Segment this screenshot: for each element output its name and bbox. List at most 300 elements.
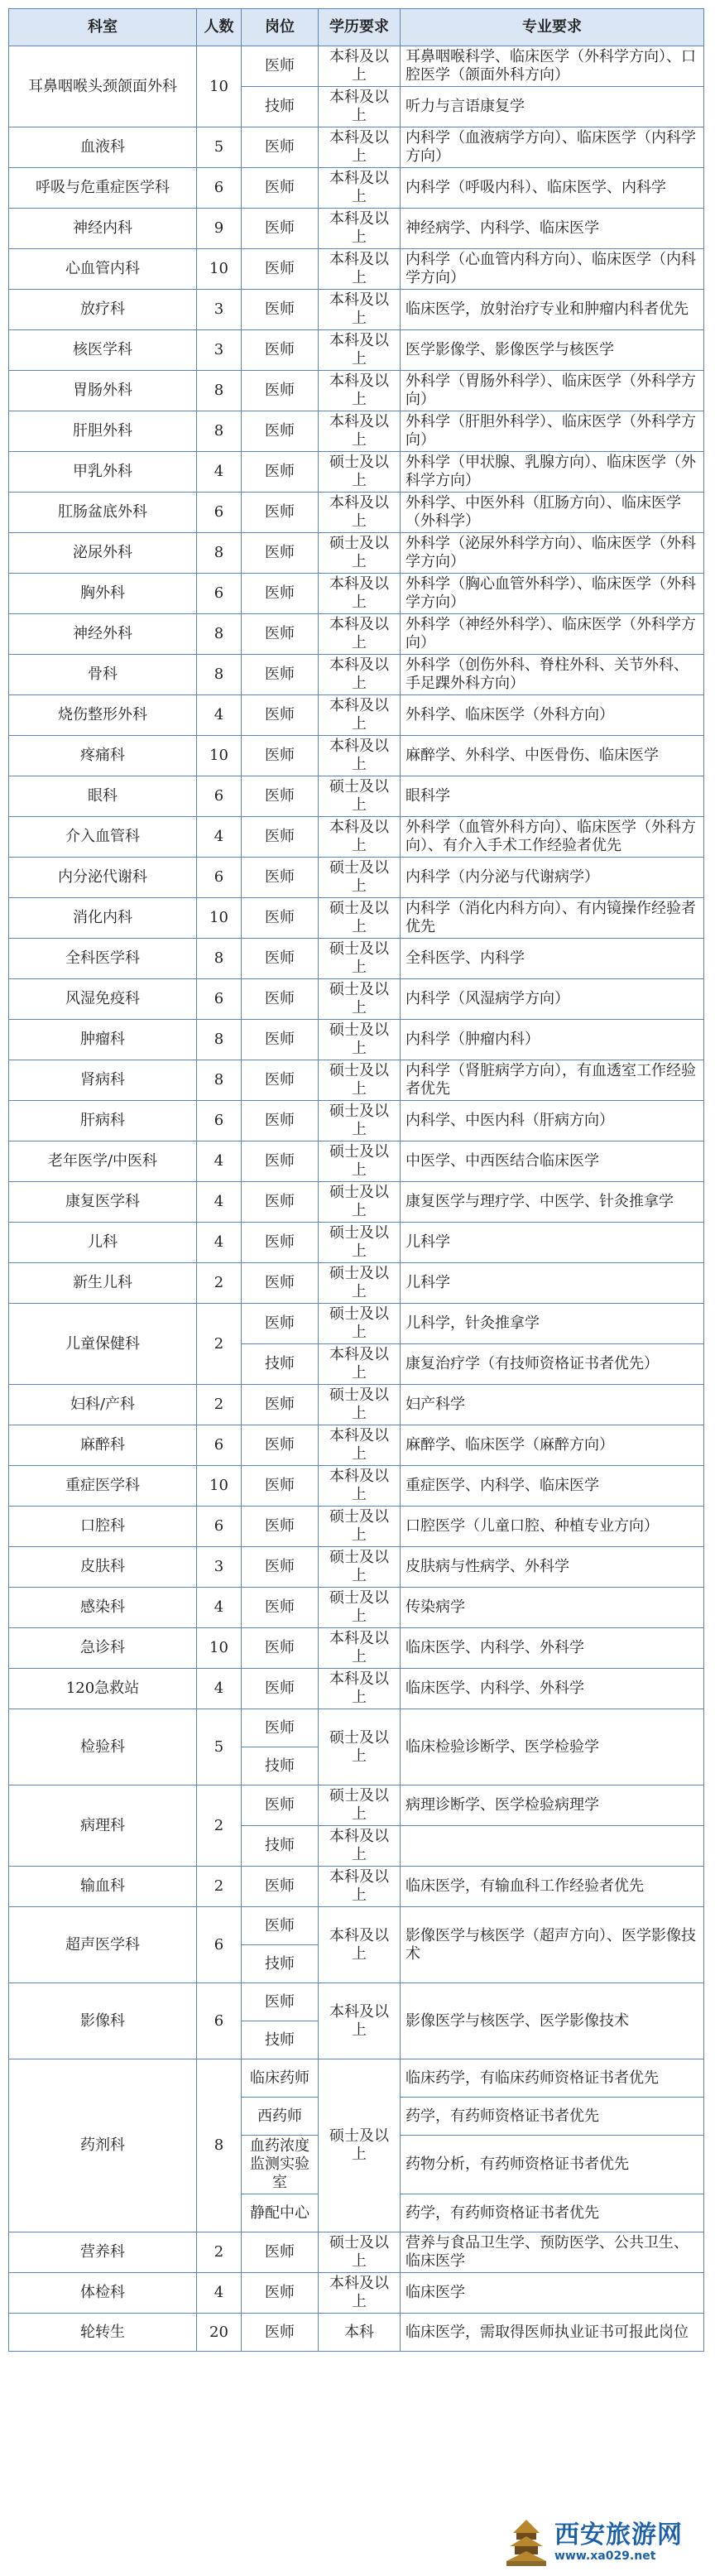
major-cell: 医学影像学、影像医学与核医学 — [401, 330, 704, 371]
count-cell: 4 — [197, 817, 242, 858]
education-cell: 本科及以上 — [319, 1628, 401, 1669]
post-cell: 技师 — [242, 1747, 319, 1785]
education-cell: 本科及以上 — [319, 1983, 401, 2059]
major-cell: 重症医学、内科学、临床医学 — [401, 1466, 704, 1507]
major-cell: 听力与言语康复学 — [401, 87, 704, 127]
count-cell: 6 — [197, 858, 242, 898]
department-cell: 重症医学科 — [9, 1466, 197, 1507]
count-cell: 10 — [197, 249, 242, 290]
education-cell: 硕士及以上 — [319, 1060, 401, 1101]
count-cell: 6 — [197, 1907, 242, 1983]
major-cell: 药物分析，有药师资格证书者优先 — [401, 2136, 704, 2194]
table-row — [9, 290, 704, 330]
count-cell: 4 — [197, 695, 242, 736]
post-cell: 医师 — [242, 330, 319, 371]
department-cell: 急诊科 — [9, 1628, 197, 1669]
table-row — [9, 127, 704, 168]
department-cell: 营养科 — [9, 2232, 197, 2273]
table-row — [9, 1223, 704, 1263]
post-cell: 技师 — [242, 1344, 319, 1385]
post-cell: 医师 — [242, 452, 319, 493]
table-row — [9, 695, 704, 736]
department-cell: 病理科 — [9, 1785, 197, 1867]
table-row — [9, 736, 704, 776]
education-cell: 本科及以上 — [319, 817, 401, 858]
count-cell: 6 — [197, 493, 242, 533]
major-cell: 影像医学与核医学、医学影像技术 — [401, 1983, 704, 2059]
education-cell: 本科及以上 — [319, 655, 401, 695]
education-cell: 硕士及以上 — [319, 1101, 401, 1141]
count-cell: 2 — [197, 2232, 242, 2273]
table-row — [9, 614, 704, 655]
count-cell: 4 — [197, 1588, 242, 1628]
post-cell: 医师 — [242, 1304, 319, 1344]
education-cell: 硕士及以上 — [319, 1263, 401, 1304]
major-cell: 内科学（呼吸内科）、临床医学、内科学 — [401, 168, 704, 209]
department-cell: 甲乳外科 — [9, 452, 197, 493]
post-cell: 医师 — [242, 695, 319, 736]
count-cell: 10 — [197, 736, 242, 776]
major-cell: 外科学（血管外科方向）、临床医学（外科方向）、有介入手术工作经验者优先 — [401, 817, 704, 858]
post-cell: 医师 — [242, 290, 319, 330]
header-education: 学历要求 — [319, 9, 401, 46]
major-cell: 外科学、中医外科（肛肠方向）、临床医学（外科学） — [401, 493, 704, 533]
post-cell: 医师 — [242, 1669, 319, 1709]
post-cell: 技师 — [242, 87, 319, 127]
major-cell: 影像医学与核医学（超声方向）、医学影像技术 — [401, 1907, 704, 1983]
education-cell: 本科及以上 — [319, 493, 401, 533]
post-cell: 血药浓度监测实验室 — [242, 2136, 319, 2194]
table-row — [9, 2059, 704, 2098]
major-cell: 内科学（风湿病学方向） — [401, 979, 704, 1020]
table-row — [9, 939, 704, 979]
table-row — [9, 249, 704, 290]
post-cell: 医师 — [242, 2273, 319, 2314]
post-cell: 医师 — [242, 1182, 319, 1223]
count-cell: 8 — [197, 614, 242, 655]
department-cell: 核医学科 — [9, 330, 197, 371]
post-cell: 医师 — [242, 209, 319, 249]
major-cell: 临床检验诊断学、医学检验学 — [401, 1709, 704, 1785]
count-cell: 8 — [197, 371, 242, 411]
department-cell: 输血科 — [9, 1867, 197, 1907]
education-cell: 硕士及以上 — [319, 898, 401, 939]
education-cell: 本科及以上 — [319, 695, 401, 736]
education-cell: 硕士及以上 — [319, 1785, 401, 1826]
education-cell: 硕士及以上 — [319, 776, 401, 817]
major-cell: 儿科学 — [401, 1223, 704, 1263]
post-cell: 医师 — [242, 1263, 319, 1304]
education-cell: 本科及以上 — [319, 736, 401, 776]
department-cell: 血液科 — [9, 127, 197, 168]
count-cell: 10 — [197, 46, 242, 127]
count-cell: 4 — [197, 1223, 242, 1263]
major-cell: 药学，有药师资格证书者优先 — [401, 2098, 704, 2136]
major-cell: 口腔医学（儿童口腔、种植专业方向） — [401, 1507, 704, 1547]
major-cell: 临床医学，有输血科工作经验者优先 — [401, 1867, 704, 1907]
post-cell: 医师 — [242, 1020, 319, 1060]
major-cell: 中医学、中西医结合临床医学 — [401, 1141, 704, 1182]
table-row — [9, 2314, 704, 2352]
department-cell: 胸外科 — [9, 574, 197, 614]
department-cell: 眼科 — [9, 776, 197, 817]
department-cell: 肿瘤科 — [9, 1020, 197, 1060]
education-cell: 硕士及以上 — [319, 1141, 401, 1182]
table-row — [9, 1547, 704, 1588]
count-cell: 2 — [197, 1867, 242, 1907]
post-cell: 医师 — [242, 411, 319, 452]
post-cell: 医师 — [242, 1425, 319, 1466]
table-row — [9, 1263, 704, 1304]
education-cell: 本科及以上 — [319, 46, 401, 87]
post-cell: 医师 — [242, 249, 319, 290]
education-cell: 本科及以上 — [319, 1344, 401, 1385]
header-count: 人数 — [197, 9, 242, 46]
major-cell: 外科学（泌尿外科学方向）、临床医学（外科学方向） — [401, 533, 704, 574]
education-cell: 本科及以上 — [319, 1466, 401, 1507]
count-cell: 8 — [197, 939, 242, 979]
table-row — [9, 574, 704, 614]
major-cell: 传染病学 — [401, 1588, 704, 1628]
major-cell: 临床药学，有临床药师资格证书者优先 — [401, 2059, 704, 2098]
department-cell: 烧伤整形外科 — [9, 695, 197, 736]
major-cell: 康复治疗学（有技师资格证书者优先） — [401, 1344, 704, 1385]
post-cell: 医师 — [242, 1385, 319, 1425]
count-cell: 3 — [197, 290, 242, 330]
watermark-title: 西安旅游网 — [554, 2521, 683, 2550]
post-cell: 医师 — [242, 736, 319, 776]
major-cell: 药学，有药师资格证书者优先 — [401, 2194, 704, 2232]
education-cell: 本科及以上 — [319, 290, 401, 330]
post-cell: 医师 — [242, 1785, 319, 1826]
major-cell: 内科学（消化内科方向）、有内镜操作经验者优先 — [401, 898, 704, 939]
major-cell: 妇产科学 — [401, 1385, 704, 1425]
department-cell: 口腔科 — [9, 1507, 197, 1547]
count-cell: 6 — [197, 1425, 242, 1466]
count-cell: 6 — [197, 776, 242, 817]
major-cell: 儿科学 — [401, 1263, 704, 1304]
education-cell: 硕士及以上 — [319, 1385, 401, 1425]
department-cell: 麻醉科 — [9, 1425, 197, 1466]
major-cell: 耳鼻咽喉科学、临床医学（外科学方向）、口腔医学（颌面外科方向） — [401, 46, 704, 87]
table-row — [9, 1628, 704, 1669]
education-cell: 本科及以上 — [319, 127, 401, 168]
count-cell: 8 — [197, 2059, 242, 2232]
department-cell: 影像科 — [9, 1983, 197, 2059]
table-row — [9, 898, 704, 939]
table-row — [9, 1020, 704, 1060]
post-cell: 西药师 — [242, 2098, 319, 2136]
watermark-url: www.xa029.net — [554, 2550, 656, 2563]
post-cell: 医师 — [242, 655, 319, 695]
count-cell: 2 — [197, 1785, 242, 1867]
count-cell: 4 — [197, 2273, 242, 2314]
table-row — [9, 1466, 704, 1507]
count-cell: 10 — [197, 1628, 242, 1669]
table-row — [9, 452, 704, 493]
post-cell: 医师 — [242, 1907, 319, 1945]
department-cell: 胃肠外科 — [9, 371, 197, 411]
major-cell: 外科学（创伤外科、脊柱外科、关节外科、手足踝外科方向） — [401, 655, 704, 695]
department-cell: 妇科/产科 — [9, 1385, 197, 1425]
post-cell: 医师 — [242, 127, 319, 168]
table-row — [9, 1867, 704, 1907]
table-header-row — [9, 9, 704, 46]
major-cell: 内科学（肾脏病学方向），有血透室工作经验者优先 — [401, 1060, 704, 1101]
education-cell: 硕士及以上 — [319, 452, 401, 493]
department-cell: 120急救站 — [9, 1669, 197, 1709]
table-row — [9, 493, 704, 533]
post-cell: 医师 — [242, 776, 319, 817]
count-cell: 10 — [197, 1466, 242, 1507]
education-cell: 硕士及以上 — [319, 2059, 401, 2232]
table-row — [9, 1588, 704, 1628]
table-body — [9, 46, 704, 2352]
department-cell: 疼痛科 — [9, 736, 197, 776]
post-cell: 医师 — [242, 574, 319, 614]
count-cell: 5 — [197, 1709, 242, 1785]
count-cell: 6 — [197, 979, 242, 1020]
education-cell: 硕士及以上 — [319, 1547, 401, 1588]
education-cell: 本科及以上 — [319, 371, 401, 411]
major-cell: 临床医学 — [401, 2273, 704, 2314]
department-cell: 皮肤科 — [9, 1547, 197, 1588]
education-cell: 本科及以上 — [319, 1425, 401, 1466]
count-cell: 8 — [197, 655, 242, 695]
count-cell: 8 — [197, 1060, 242, 1101]
major-cell: 外科学、临床医学（外科方向） — [401, 695, 704, 736]
education-cell: 硕士及以上 — [319, 2232, 401, 2273]
department-cell: 儿科 — [9, 1223, 197, 1263]
count-cell: 20 — [197, 2314, 242, 2352]
table-row — [9, 1304, 704, 1344]
table-row — [9, 2232, 704, 2273]
header-department: 科室 — [9, 9, 197, 46]
education-cell: 本科及以上 — [319, 168, 401, 209]
count-cell: 8 — [197, 533, 242, 574]
education-cell: 本科及以上 — [319, 1867, 401, 1907]
table-row — [9, 1669, 704, 1709]
watermark — [503, 2513, 710, 2571]
count-cell: 4 — [197, 452, 242, 493]
department-cell: 神经内科 — [9, 209, 197, 249]
count-cell: 3 — [197, 1547, 242, 1588]
department-cell: 老年医学/中医科 — [9, 1141, 197, 1182]
post-cell: 医师 — [242, 817, 319, 858]
education-cell: 本科 — [319, 2314, 401, 2352]
department-cell: 心血管内科 — [9, 249, 197, 290]
count-cell: 4 — [197, 1141, 242, 1182]
post-cell: 医师 — [242, 371, 319, 411]
table-row — [9, 858, 704, 898]
department-cell: 骨科 — [9, 655, 197, 695]
major-cell: 临床医学，需取得医师执业证书可报此岗位 — [401, 2314, 704, 2352]
education-cell: 硕士及以上 — [319, 1223, 401, 1263]
post-cell: 医师 — [242, 898, 319, 939]
post-cell: 医师 — [242, 1588, 319, 1628]
education-cell: 本科及以上 — [319, 2273, 401, 2314]
education-cell: 本科及以上 — [319, 330, 401, 371]
major-cell: 皮肤病与性病学、外科学 — [401, 1547, 704, 1588]
department-cell: 神经外科 — [9, 614, 197, 655]
post-cell: 临床药师 — [242, 2059, 319, 2098]
education-cell: 本科及以上 — [319, 1826, 401, 1867]
education-cell: 硕士及以上 — [319, 939, 401, 979]
education-cell: 本科及以上 — [319, 209, 401, 249]
education-cell: 硕士及以上 — [319, 1020, 401, 1060]
department-cell: 内分泌代谢科 — [9, 858, 197, 898]
education-cell: 本科及以上 — [319, 1669, 401, 1709]
education-cell: 本科及以上 — [319, 411, 401, 452]
table-row — [9, 817, 704, 858]
major-cell: 外科学（肝胆外科学）、临床医学（外科学方向） — [401, 411, 704, 452]
table-row — [9, 655, 704, 695]
major-cell — [401, 1826, 704, 1867]
post-cell: 医师 — [242, 1628, 319, 1669]
department-cell: 放疗科 — [9, 290, 197, 330]
table-row — [9, 371, 704, 411]
table-row — [9, 1983, 704, 2021]
department-cell: 全科医学科 — [9, 939, 197, 979]
education-cell: 本科及以上 — [319, 614, 401, 655]
major-cell: 外科学（神经外科学）、临床医学（外科学方向） — [401, 614, 704, 655]
department-cell: 消化内科 — [9, 898, 197, 939]
department-cell: 风湿免疫科 — [9, 979, 197, 1020]
department-cell: 泌尿外科 — [9, 533, 197, 574]
count-cell: 9 — [197, 209, 242, 249]
header-post: 岗位 — [242, 9, 319, 46]
major-cell: 神经病学、内科学、临床医学 — [401, 209, 704, 249]
table-row — [9, 168, 704, 209]
major-cell: 病理诊断学、医学检验病理学 — [401, 1785, 704, 1826]
department-cell: 轮转生 — [9, 2314, 197, 2352]
major-cell: 内科学（血液病学方向）、临床医学（内科学方向） — [401, 127, 704, 168]
count-cell: 6 — [197, 1101, 242, 1141]
count-cell: 6 — [197, 168, 242, 209]
post-cell: 技师 — [242, 2021, 319, 2059]
table-row — [9, 1425, 704, 1466]
department-cell: 介入血管科 — [9, 817, 197, 858]
count-cell: 5 — [197, 127, 242, 168]
count-cell: 6 — [197, 574, 242, 614]
post-cell: 医师 — [242, 1983, 319, 2021]
department-cell: 儿童保健科 — [9, 1304, 197, 1385]
major-cell: 外科学（甲状腺、乳腺方向）、临床医学（外科学方向） — [401, 452, 704, 493]
department-cell: 呼吸与危重症医学科 — [9, 168, 197, 209]
table-row — [9, 776, 704, 817]
table-row — [9, 209, 704, 249]
major-cell: 麻醉学、外科学、中医骨伤、临床医学 — [401, 736, 704, 776]
table-row — [9, 1385, 704, 1425]
count-cell: 6 — [197, 1507, 242, 1547]
education-cell: 本科及以上 — [319, 574, 401, 614]
count-cell: 3 — [197, 330, 242, 371]
post-cell: 医师 — [242, 1466, 319, 1507]
department-cell: 体检科 — [9, 2273, 197, 2314]
post-cell: 医师 — [242, 2314, 319, 2352]
education-cell: 本科及以上 — [319, 249, 401, 290]
post-cell: 医师 — [242, 168, 319, 209]
department-cell: 肾病科 — [9, 1060, 197, 1101]
table-row — [9, 1182, 704, 1223]
department-cell: 药剂科 — [9, 2059, 197, 2232]
major-cell: 外科学（胸心血管外科学）、临床医学（外科学方向） — [401, 574, 704, 614]
table-row — [9, 411, 704, 452]
table-row — [9, 1141, 704, 1182]
major-cell: 外科学（胃肠外科学）、临床医学（外科学方向） — [401, 371, 704, 411]
major-cell: 全科医学、内科学 — [401, 939, 704, 979]
count-cell: 8 — [197, 1020, 242, 1060]
department-cell: 检验科 — [9, 1709, 197, 1785]
department-cell: 耳鼻咽喉头颈颌面外科 — [9, 46, 197, 127]
post-cell: 医师 — [242, 1141, 319, 1182]
header-major: 专业要求 — [401, 9, 704, 46]
education-cell: 硕士及以上 — [319, 1304, 401, 1344]
table-row — [9, 2273, 704, 2314]
post-cell: 技师 — [242, 1826, 319, 1867]
post-cell: 医师 — [242, 46, 319, 87]
count-cell: 8 — [197, 411, 242, 452]
post-cell: 医师 — [242, 939, 319, 979]
table-row — [9, 1785, 704, 1826]
post-cell: 医师 — [242, 614, 319, 655]
major-cell: 营养与食品卫生学、预防医学、公共卫生、临床医学 — [401, 2232, 704, 2273]
post-cell: 静配中心 — [242, 2194, 319, 2232]
post-cell: 医师 — [242, 1547, 319, 1588]
major-cell: 康复医学与理疗学、中医学、针灸推拿学 — [401, 1182, 704, 1223]
count-cell: 2 — [197, 1304, 242, 1385]
education-cell: 硕士及以上 — [319, 979, 401, 1020]
table-row — [9, 1907, 704, 1945]
count-cell: 2 — [197, 1385, 242, 1425]
count-cell: 10 — [197, 898, 242, 939]
post-cell: 医师 — [242, 1223, 319, 1263]
count-cell: 4 — [197, 1669, 242, 1709]
count-cell: 6 — [197, 1983, 242, 2059]
major-cell: 麻醉学、临床医学（麻醉方向） — [401, 1425, 704, 1466]
education-cell: 硕士及以上 — [319, 858, 401, 898]
major-cell: 内科学（肿瘤内科） — [401, 1020, 704, 1060]
table-row — [9, 533, 704, 574]
count-cell: 2 — [197, 1263, 242, 1304]
table-row — [9, 330, 704, 371]
education-cell: 本科及以上 — [319, 1907, 401, 1983]
department-cell: 感染科 — [9, 1588, 197, 1628]
department-cell: 肝胆外科 — [9, 411, 197, 452]
major-cell: 儿科学，针灸推拿学 — [401, 1304, 704, 1344]
education-cell: 本科及以上 — [319, 87, 401, 127]
post-cell: 医师 — [242, 1709, 319, 1747]
education-cell: 硕士及以上 — [319, 1507, 401, 1547]
major-cell: 临床医学、内科学、外科学 — [401, 1669, 704, 1709]
major-cell: 内科学、中医内科（肝病方向） — [401, 1101, 704, 1141]
table-row — [9, 979, 704, 1020]
department-cell: 康复医学科 — [9, 1182, 197, 1223]
major-cell: 临床医学、内科学、外科学 — [401, 1628, 704, 1669]
education-cell: 硕士及以上 — [319, 1709, 401, 1785]
post-cell: 医师 — [242, 1060, 319, 1101]
education-cell: 硕士及以上 — [319, 1182, 401, 1223]
recruitment-table — [8, 8, 704, 2352]
post-cell: 医师 — [242, 1507, 319, 1547]
table-row — [9, 1101, 704, 1141]
table-row — [9, 1709, 704, 1747]
major-cell: 眼科学 — [401, 776, 704, 817]
post-cell: 医师 — [242, 979, 319, 1020]
department-cell: 肛肠盆底外科 — [9, 493, 197, 533]
department-cell: 肝病科 — [9, 1101, 197, 1141]
major-cell: 临床医学，放射治疗专业和肿瘤内科者优先 — [401, 290, 704, 330]
